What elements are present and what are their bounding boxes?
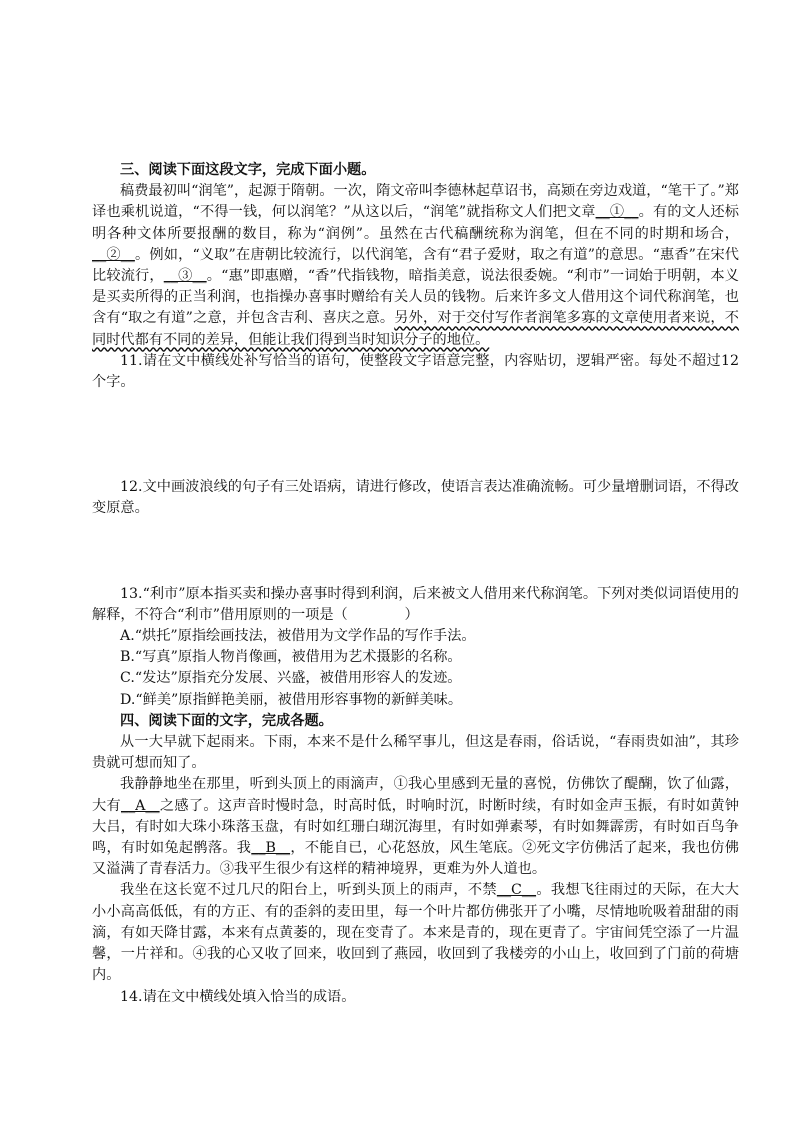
option-d: D.“鲜美”原指鲜艳美丽，被借用形容事物的新鲜美味。	[120, 691, 463, 708]
section3-passage	[92, 181, 739, 351]
passage-text: 。有的文人还标明各种文体所要报酬的数目，称为“润例”。虽然在古代稿酬统称为润笔，但在不同的时期和场合，	[92, 204, 739, 242]
passage-text: 我静静地坐在那里，听到头顶上的雨滴声，①我心里感到无量的喜悦，仿佛饮了醍醐，饮了仙露，大有	[92, 776, 739, 814]
section4-paragraph-1: 从一大早就下起雨来。下雨，本来不是什么稀罕事儿，但这是春雨，俗话说，“春雨贵如油”，其珍贵就可想而知了。	[92, 734, 739, 772]
passage-text: 稿费最初叫“润笔”，起源于隋朝。一次，隋文帝叫李德林起草诏书，高颎在旁边戏道，“笔干了。”郑译也乘机说道，“不得一钱，何以润笔？”从这以后，“润笔”就指称文人们把文章	[92, 183, 739, 221]
passage-text: 之感了。这声音时慢时急，时高时低，时响时沉，时断时续，有时如金声玉振，有时如黄钟大吕，有时如大珠小珠落玉盘，有时如红珊白瑚沉海里，有时如弹素琴，有时如舞霹雳，有时如百鸟争鸣，有时如兔起鹘落。我	[92, 797, 739, 857]
blank-2: __②__	[92, 246, 135, 263]
question-14: 14.请在文中横线处填入恰当的成语。	[120, 988, 356, 1005]
question-13: 13.“利市”原本指买卖和操办喜事时得到利润，后来被文人借用来代称润笔。下列对类似词语使用的解释，不符合“利市”借用原则的一项是（ ）	[92, 585, 739, 623]
section4-heading: 四、阅读下面的文字，完成各题。	[120, 712, 333, 729]
option-c: C.“发达”原指充分发展、兴盛，被借用形容人的发迹。	[120, 670, 462, 687]
blank-a: __A__	[120, 797, 160, 814]
wavy-underlined-sentence: 另外，对于交付写作者润笔多寡的文章使用者来说，不同时代都有不同的差异，但能让我们得到当时知识分子的地位。	[92, 310, 739, 348]
passage-text: 我坐在这长宽不过几尺的阳台上，听到头顶上的雨声，不禁	[120, 882, 497, 899]
blank-3: __③__	[163, 268, 207, 285]
option-b: B.“写真”原指人物肖像画，被借用为艺术摄影的名称。	[120, 649, 462, 666]
passage-text: 。我想飞往雨过的天际，在大大小小高高低低，有的方正、有的歪斜的麦田里，每一个叶片都仿佛张开了小嘴，尽情地吮吸着甜甜的雨滴，有如天降甘露，本来有点黄萎的，现在变青了。本来是青的，现在更青了。宇宙间凭空添了一片温馨，一片祥和。④我的心又收了回来，收回到了燕园，收回到了我楼旁的小山上，收回到了门前的荷塘内。	[92, 882, 739, 984]
section4-paragraph-2	[92, 774, 739, 880]
section4-paragraph-3	[92, 880, 739, 986]
section3-heading: 三、阅读下面这段文字，完成下面小题。	[120, 162, 376, 178]
passage-text: ，不能自已，心花怒放，风生笔底。②死文字仿佛活了起来，我也仿佛又溢满了青春活力。③我平生很少有这样的精神境界，更难为外人道也。	[92, 840, 739, 878]
answer-space-11	[92, 393, 739, 477]
passage-text: 。“惠”即惠赠，“香”代指钱物，暗指美意，说法很委婉。“利市”一词始于明朝，本义是买卖所得的正当利润，也指操办喜事时赠给有关人员的钱物。后来许多文人借用这个词代称润笔，也含有“取之有道”之意，并包含吉利、喜庆之意。	[92, 268, 739, 327]
answer-space-12	[92, 520, 739, 584]
option-a: A.“烘托”原指绘画技法，被借用为文学作品的写作手法。	[120, 628, 476, 645]
blank-b: __B__	[251, 840, 291, 857]
blank-1: __①__	[595, 204, 639, 221]
blank-c: __C__	[496, 882, 537, 899]
question-12: 12.文中画波浪线的句子有三处语病，请进行修改，使语言表达准确流畅。可少量增删词语，不得改变原意。	[92, 479, 739, 517]
question-11: 11.请在文中横线处补写恰当的语句，使整段文字语意完整，内容贴切，逻辑严密。每处不超过12个字。	[92, 352, 739, 391]
passage-text: 。例如，“义取”在唐朝比较流行，以代润笔，含有“君子爱财，取之有道”的意思。“惠香”在宋代比较流行，	[92, 246, 739, 285]
